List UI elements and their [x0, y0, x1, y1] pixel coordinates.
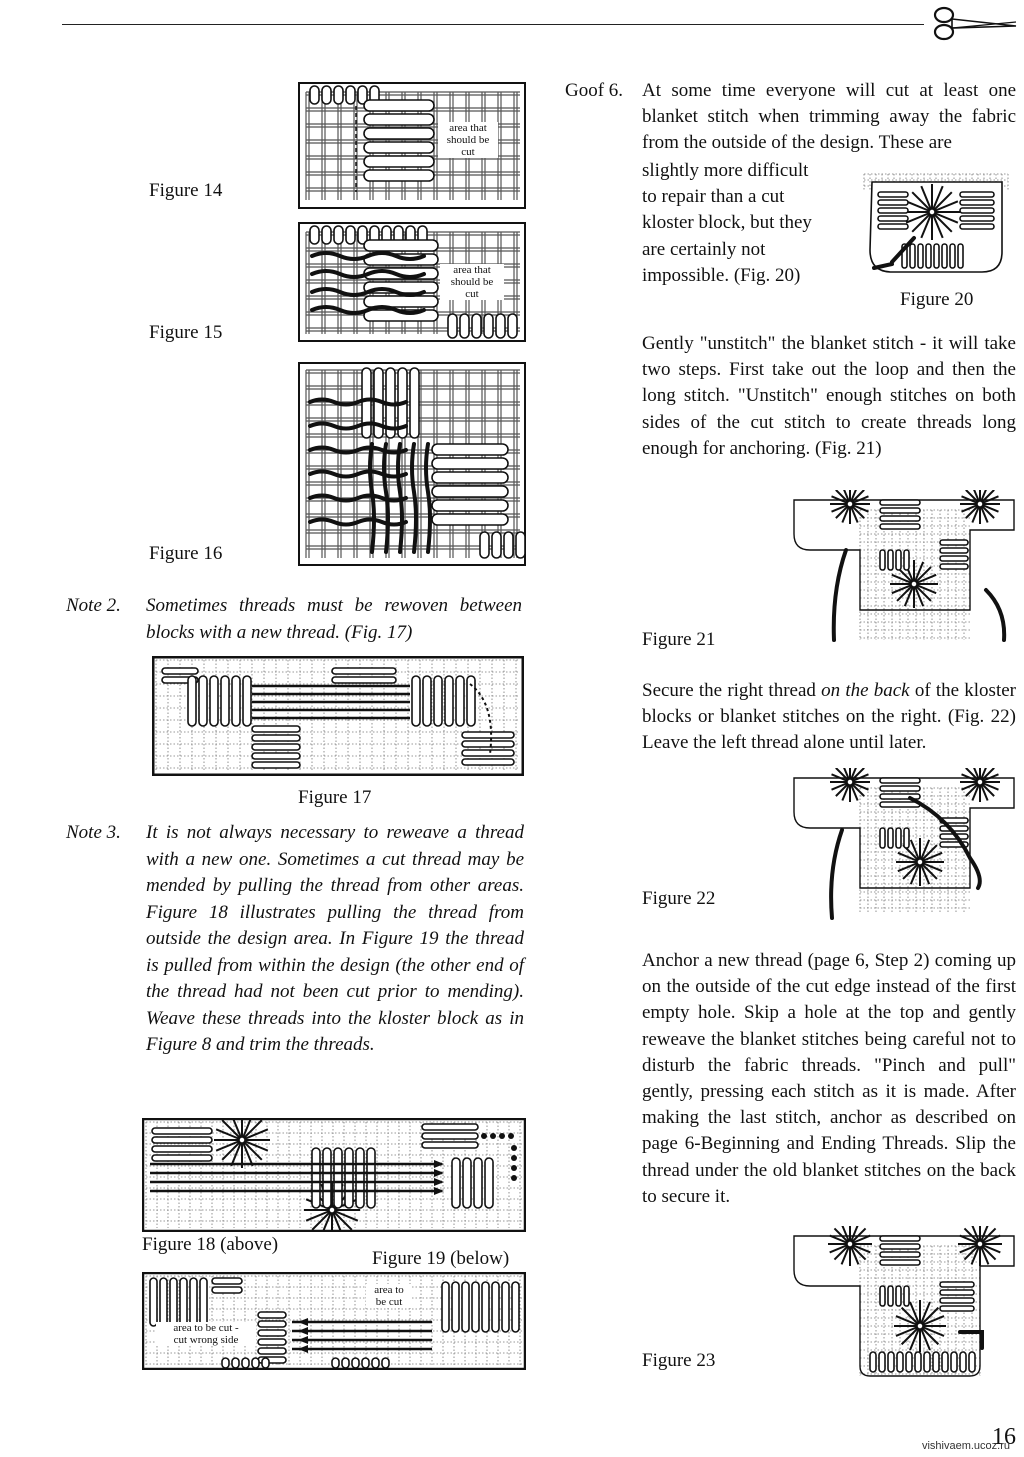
dot-marker: [490, 1133, 496, 1139]
kloster-stitch: [926, 244, 931, 268]
scissors-icon: [926, 4, 1018, 44]
eyelet-center: [977, 779, 983, 785]
kloster-stitch: [252, 726, 300, 732]
kloster-stitch: [942, 244, 947, 268]
kloster-stitch: [150, 1278, 157, 1326]
figure-14-caption: Figure 14: [149, 180, 223, 201]
kloster-stitch: [412, 676, 420, 726]
kloster-stitch: [910, 244, 915, 268]
kloster-stitch: [323, 1148, 331, 1208]
kloster-stitch: [310, 226, 319, 244]
kloster-stitch: [364, 296, 438, 307]
kloster-stitch: [485, 1158, 493, 1208]
goof-6-paragraph-3: [642, 678, 1016, 757]
kloster-stitch: [934, 244, 939, 268]
note-2-text: Sometimes threads must be rewoven between blocks with a new thread. (Fig. 17): [146, 595, 522, 643]
figure-14-area-label: [438, 122, 498, 158]
kloster-stitch: [188, 676, 196, 726]
p3-text-post: of the kloster blocks or blanket stitches on the right. (Fig. 22) Leave the left thread alone until later.: [642, 680, 1016, 754]
kloster-stitch: [462, 759, 514, 765]
kloster-stitch: [362, 368, 371, 438]
kloster-stitch: [432, 514, 508, 525]
kloster-stitch: [888, 828, 893, 848]
kloster-stitch: [243, 676, 251, 726]
kloster-stitch: [880, 500, 920, 505]
figure-23: [790, 1226, 1022, 1386]
figure-22-caption: Figure 22: [642, 888, 716, 909]
kloster-stitch: [880, 828, 885, 848]
kloster-stitch: [382, 1358, 389, 1368]
kloster-stitch: [512, 1282, 519, 1332]
inset-line: area that: [453, 264, 491, 276]
kloster-stitch: [504, 532, 513, 558]
kloster-stitch: [252, 762, 300, 768]
kloster-stitch: [432, 444, 508, 455]
kloster-stitch: [190, 1278, 197, 1326]
note-3-text: It is not always necessary to reweave a thread with a new one. Sometimes a cut thread may be mended by pulling the thread from other areas. Figure 18 illustrates pulling the thread from outside the design area. In Figure 19 the thread is pulled from within the design (the other end of the thread had not been cut prior to mending). Weave these threads into the kloster block as in Figure 8 and trim the threads.: [146, 822, 524, 1055]
watermark: vishivaem.ucoz.ru: [921, 1440, 1010, 1452]
kloster-stitch: [410, 368, 419, 438]
goof-6-label: Goof 6.: [565, 80, 624, 101]
kloster-stitch: [888, 1352, 894, 1372]
kloster-stitch: [445, 676, 453, 726]
kloster-stitch: [951, 1352, 957, 1372]
kloster-stitch: [222, 1358, 229, 1368]
kloster-stitch: [448, 314, 457, 338]
kloster-stitch: [332, 1358, 339, 1368]
kloster-stitch: [232, 1358, 239, 1368]
kloster-stitch: [432, 486, 508, 497]
inset-line: cut wrong side: [173, 1334, 239, 1346]
kloster-stitch: [880, 1252, 920, 1257]
goof-6-paragraph-4: Anchor a new thread (page 6, Step 2) coming up on the outside of the cut edge instead of the first empty hole. Skip a hole at the top and gently reweave the blanket stitches being careful not to disturb the fabric threads. "Pinch and pull" gently, pressing each stitch as it is made. After making the last stitch, anchor as described on page 6-Beginning and Ending Threads. Slip the thread under the old blanket stitches on the back to secure it.: [642, 950, 1016, 1207]
note-2: [66, 593, 522, 649]
kloster-stitch: [904, 1286, 909, 1306]
kloster-stitch: [364, 100, 434, 111]
kloster-stitch: [942, 1352, 948, 1372]
repair-thread: [831, 830, 842, 918]
kloster-stitch: [950, 244, 955, 268]
kloster-stitch: [878, 208, 908, 213]
kloster-stitch: [232, 676, 240, 726]
goof-6-paragraph-1b: slightly more difficult to repair than a cut kloster block, but they are certainly not impossible. (Fig. 20): [642, 160, 812, 286]
kloster-stitch: [212, 1287, 242, 1293]
goof-6-paragraph-2: Gently "unstitch" the blanket stitch - it will take two steps. First take out the loop and then the long stitch. "Unstitch" enough stitches on both sides of the cut stitch to create threads long enough for anchoring. (Fig. 21): [642, 333, 1016, 459]
kloster-stitch: [880, 1286, 885, 1306]
kloster-stitch: [152, 1146, 212, 1152]
kloster-stitch: [484, 314, 493, 338]
eyelet-center: [329, 1207, 335, 1213]
kloster-stitch: [258, 1321, 286, 1327]
eyelet-center: [847, 501, 853, 507]
kloster-stitch: [152, 1137, 212, 1143]
kloster-stitch: [482, 1282, 489, 1332]
kloster-stitch: [170, 1278, 177, 1326]
kloster-stitch: [940, 1290, 974, 1295]
kloster-stitch: [200, 1278, 207, 1326]
kloster-stitch: [322, 226, 331, 244]
kloster-stitch: [878, 216, 908, 221]
kloster-stitch: [367, 1148, 375, 1208]
kloster-stitch: [960, 216, 994, 221]
kloster-stitch: [463, 1158, 471, 1208]
kloster-stitch: [423, 676, 431, 726]
kloster-stitch: [896, 828, 901, 848]
kloster-stitch: [969, 1352, 975, 1372]
kloster-stitch: [940, 1282, 974, 1287]
figure-19-right-area-label: [366, 1284, 412, 1308]
kloster-stitch: [334, 226, 343, 244]
kloster-stitch: [880, 524, 920, 529]
dot-marker: [511, 1175, 517, 1181]
inset-line: area that: [449, 122, 487, 134]
kloster-stitch: [364, 128, 434, 139]
kloster-stitch: [878, 200, 908, 205]
kloster-stitch: [364, 170, 434, 181]
dot-marker: [511, 1165, 517, 1171]
kloster-stitch: [880, 550, 885, 570]
kloster-stitch: [924, 1352, 930, 1372]
kloster-stitch: [432, 458, 508, 469]
kloster-stitch: [346, 226, 355, 244]
dot-marker: [511, 1145, 517, 1151]
figure-19-left-area-label: [156, 1322, 256, 1346]
kloster-stitch: [362, 1358, 369, 1368]
kloster-stitch: [896, 1286, 901, 1306]
kloster-stitch: [492, 1282, 499, 1332]
kloster-stitch: [199, 676, 207, 726]
eyelet-center: [929, 209, 935, 215]
kloster-stitch: [906, 1352, 912, 1372]
figure-17-caption: Figure 17: [298, 787, 372, 808]
figure-16: [298, 362, 526, 566]
kloster-stitch: [332, 677, 396, 683]
figure-17: [152, 656, 524, 776]
kloster-stitch: [432, 472, 508, 483]
inset-line: cut: [465, 288, 479, 300]
kloster-stitch: [432, 500, 508, 511]
kloster-stitch: [879, 1352, 885, 1372]
p3-text-emphasis: on the back: [821, 680, 910, 701]
dot-marker: [499, 1133, 505, 1139]
repair-thread: [960, 1332, 982, 1348]
inset-line: area to: [374, 1284, 404, 1296]
kloster-stitch: [940, 564, 968, 569]
kloster-stitch: [960, 200, 994, 205]
kloster-stitch: [467, 676, 475, 726]
kloster-stitch: [878, 192, 908, 197]
kloster-stitch: [252, 1358, 259, 1368]
note-3: [66, 820, 524, 1090]
kloster-stitch: [462, 1282, 469, 1332]
kloster-stitch: [880, 778, 920, 783]
kloster-stitch: [462, 741, 514, 747]
kloster-stitch: [252, 735, 300, 741]
kloster-stitch: [492, 532, 501, 558]
kloster-stitch: [258, 1339, 286, 1345]
kloster-stitch: [502, 1282, 509, 1332]
kloster-stitch: [940, 556, 968, 561]
kloster-stitch: [904, 550, 909, 570]
kloster-stitch: [897, 1352, 903, 1372]
figure-19-caption: Figure 19 (below): [372, 1248, 510, 1269]
kloster-stitch: [242, 1358, 249, 1368]
figure-20: [862, 172, 1010, 284]
figure-18-caption: Figure 18 (above): [142, 1234, 279, 1255]
kloster-stitch: [462, 750, 514, 756]
kloster-stitch: [252, 753, 300, 759]
figure-23-caption: Figure 23: [642, 1350, 716, 1371]
kloster-stitch: [258, 1348, 286, 1354]
figure-22: [790, 768, 1022, 920]
kloster-stitch: [212, 1278, 242, 1284]
kloster-stitch: [310, 86, 319, 104]
repair-thread: [834, 550, 846, 640]
kloster-stitch: [258, 1312, 286, 1318]
kloster-stitch: [880, 1244, 920, 1249]
eyelet-center: [911, 581, 917, 587]
figure-21-caption: Figure 21: [642, 629, 716, 650]
figure-19: [142, 1272, 526, 1370]
eyelet-center: [917, 1323, 923, 1329]
eyelet-center: [977, 1241, 983, 1247]
kloster-stitch: [933, 1352, 939, 1372]
kloster-stitch: [880, 1236, 920, 1241]
figure-16-caption: Figure 16: [149, 543, 223, 564]
kloster-stitch: [880, 786, 920, 791]
eyelet-center: [917, 859, 923, 865]
figure-20-caption: Figure 20: [900, 289, 974, 310]
kloster-stitch: [345, 1148, 353, 1208]
inset-line: area to be cut -: [173, 1322, 239, 1334]
p3-text-pre: Secure the right thread: [642, 680, 822, 701]
kloster-stitch: [312, 1148, 320, 1208]
kloster-stitch: [888, 1286, 893, 1306]
kloster-stitch: [152, 1128, 212, 1134]
figure-18: [142, 1118, 526, 1232]
inset-line: cut: [461, 146, 475, 158]
kloster-stitch: [940, 1306, 974, 1311]
kloster-stitch: [456, 676, 464, 726]
dot-marker: [508, 1133, 514, 1139]
inset-line: should be: [450, 276, 494, 288]
kloster-stitch: [452, 1158, 460, 1208]
kloster-stitch: [322, 86, 331, 104]
kloster-stitch: [918, 244, 923, 268]
kloster-stitch: [472, 1282, 479, 1332]
kloster-stitch: [960, 1352, 966, 1372]
kloster-stitch: [880, 516, 920, 521]
kloster-stitch: [364, 240, 438, 251]
kloster-stitch: [940, 548, 968, 553]
kloster-stitch: [958, 244, 963, 268]
kloster-stitch: [352, 1358, 359, 1368]
kloster-stitch: [442, 1282, 449, 1332]
kloster-stitch: [896, 550, 901, 570]
kloster-stitch: [364, 142, 434, 153]
kloster-stitch: [474, 1158, 482, 1208]
kloster-stitch: [480, 532, 489, 558]
kloster-stitch: [334, 86, 343, 104]
kloster-stitch: [516, 532, 525, 558]
eyelet-center: [977, 501, 983, 507]
kloster-stitch: [915, 1352, 921, 1372]
inset-line: should be: [446, 134, 490, 146]
kloster-stitch: [372, 1358, 379, 1368]
figure-15-caption: Figure 15: [149, 322, 223, 343]
kloster-stitch: [356, 1148, 364, 1208]
kloster-stitch: [870, 1352, 876, 1372]
kloster-stitch: [452, 1282, 459, 1332]
kloster-stitch: [221, 676, 229, 726]
kloster-stitch: [334, 1148, 342, 1208]
figure-14: [298, 82, 526, 209]
kloster-stitch: [342, 1358, 349, 1368]
header-rule: [62, 24, 924, 25]
kloster-stitch: [152, 1155, 212, 1161]
kloster-stitch: [364, 156, 434, 167]
kloster-stitch: [880, 802, 920, 807]
eyelet-center: [239, 1137, 245, 1143]
page-number: 16: [992, 1424, 1016, 1450]
kloster-stitch: [258, 1330, 286, 1336]
kloster-stitch: [460, 314, 469, 338]
kloster-stitch: [508, 314, 517, 338]
eyelet-center: [847, 1241, 853, 1247]
kloster-stitch: [904, 828, 909, 848]
kloster-stitch: [422, 1142, 478, 1148]
kloster-stitch: [346, 86, 355, 104]
dot-marker: [511, 1155, 517, 1161]
kloster-stitch: [878, 224, 908, 229]
kloster-stitch: [496, 314, 505, 338]
kloster-stitch: [180, 1278, 187, 1326]
kloster-stitch: [940, 540, 968, 545]
kloster-stitch: [160, 1278, 167, 1326]
figure-21: [790, 490, 1022, 650]
kloster-stitch: [162, 668, 198, 674]
kloster-stitch: [434, 676, 442, 726]
kloster-stitch: [252, 744, 300, 750]
repair-thread: [986, 590, 1004, 640]
kloster-stitch: [888, 550, 893, 570]
note-3-label: Note 3.: [66, 822, 121, 843]
kloster-stitch: [940, 1298, 974, 1303]
kloster-stitch: [960, 224, 994, 229]
figure-15-area-label: [440, 264, 504, 300]
kloster-stitch: [364, 114, 434, 125]
kloster-stitch: [462, 732, 514, 738]
kloster-stitch: [332, 668, 396, 674]
figure-15: [298, 222, 526, 342]
inset-line: be cut: [375, 1296, 403, 1308]
kloster-stitch: [422, 1124, 478, 1130]
kloster-stitch: [210, 676, 218, 726]
kloster-stitch: [472, 314, 481, 338]
kloster-stitch: [880, 1260, 920, 1265]
kloster-stitch: [880, 508, 920, 513]
dot-marker: [481, 1133, 487, 1139]
eyelet-center: [847, 779, 853, 785]
goof-6-paragraph-1a: At some time everyone will cut at least one blanket stitch when trimming away the fabric from the outside of the design. These are: [642, 80, 1016, 154]
kloster-stitch: [422, 1133, 478, 1139]
kloster-stitch: [960, 192, 994, 197]
kloster-stitch: [960, 208, 994, 213]
note-2-label: Note 2.: [66, 595, 121, 616]
kloster-stitch: [262, 1358, 269, 1368]
